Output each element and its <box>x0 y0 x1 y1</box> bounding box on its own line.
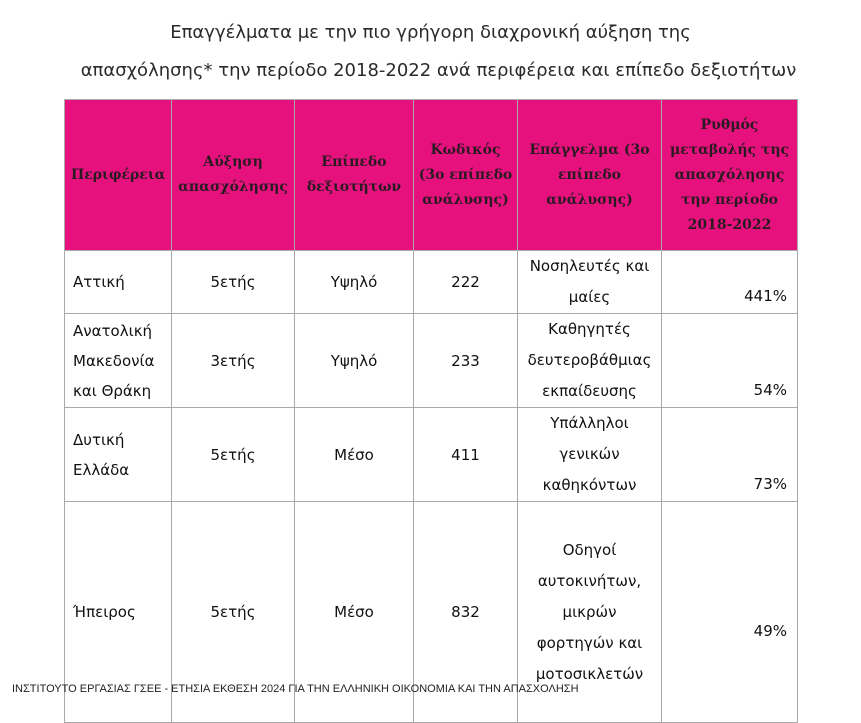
cell-region: Αττική <box>65 251 172 314</box>
cell-growth: 5ετής <box>172 502 295 723</box>
header-change-rate: Ρυθμός μεταβολής της απασχόλησης την περίοδο 2018-2022 <box>662 100 798 251</box>
header-region: Περιφέρεια <box>65 100 172 251</box>
cell-rate: 73% <box>662 408 798 502</box>
table-title-line-2: απασχόλησης* την περίοδο 2018-2022 ανά περιφέρεια και επίπεδο δεξιοτήτων <box>80 60 797 81</box>
cell-code: 832 <box>414 502 518 723</box>
table-row <box>65 408 798 502</box>
cell-code: 411 <box>414 408 518 502</box>
table-row <box>65 251 798 314</box>
header-code: Κωδικός (3ο επίπεδο ανάλυσης) <box>414 100 518 251</box>
cell-region: Ήπειρος <box>65 502 172 723</box>
cell-code: 233 <box>414 314 518 408</box>
cell-rate: 54% <box>662 314 798 408</box>
cell-skill: Υψηλό <box>295 251 414 314</box>
header-skill-level: Επίπεδο δεξιοτήτων <box>295 100 414 251</box>
cell-region: Ανατολική Μακεδονία και Θράκη <box>65 314 172 408</box>
cell-code: 222 <box>414 251 518 314</box>
cell-skill: Μέσο <box>295 502 414 723</box>
cell-growth: 3ετής <box>172 314 295 408</box>
occupations-table <box>64 99 798 723</box>
cell-rate: 49% <box>662 502 798 723</box>
cell-occupation: Νοσηλευτές και μαίες <box>518 251 662 314</box>
cell-skill: Υψηλό <box>295 314 414 408</box>
cell-growth: 5ετής <box>172 408 295 502</box>
cell-rate: 441% <box>662 251 798 314</box>
cell-occupation: Οδηγοί αυτοκινήτων, μικρών φορτηγών και μοτοσικλετών <box>518 502 662 723</box>
cell-skill: Μέσο <box>295 408 414 502</box>
table-title-line-1: Επαγγέλματα με την πιο γρήγορη διαχρονική αύξηση της <box>170 22 691 43</box>
header-employment-growth: Αύξηση απασχόλησης <box>172 100 295 251</box>
report-footer: ΙΝΣΤΙΤΟΥΤΟ ΕΡΓΑΣΙΑΣ ΓΣΕΕ - ΕΤΗΣΙΑ ΕΚΘΕΣΗ 2024 ΓΙΑ ΤΗΝ ΕΛΛΗΝΙΚΗ ΟΙΚΟΝΟΜΙΑ ΚΑΙ ΤΗΝ ΑΠΑΣΧΟΛΗΣΗ <box>12 683 579 695</box>
header-occupation: Επάγγελμα (3ο επίπεδο ανάλυσης) <box>518 100 662 251</box>
table-header-row <box>65 100 798 251</box>
cell-occupation: Υπάλληλοι γενικών καθηκόντων <box>518 408 662 502</box>
cell-occupation: Καθηγητές δευτεροβάθμιας εκπαίδευσης <box>518 314 662 408</box>
table-row <box>65 314 798 408</box>
cell-growth: 5ετής <box>172 251 295 314</box>
cell-region: Δυτική Ελλάδα <box>65 408 172 502</box>
